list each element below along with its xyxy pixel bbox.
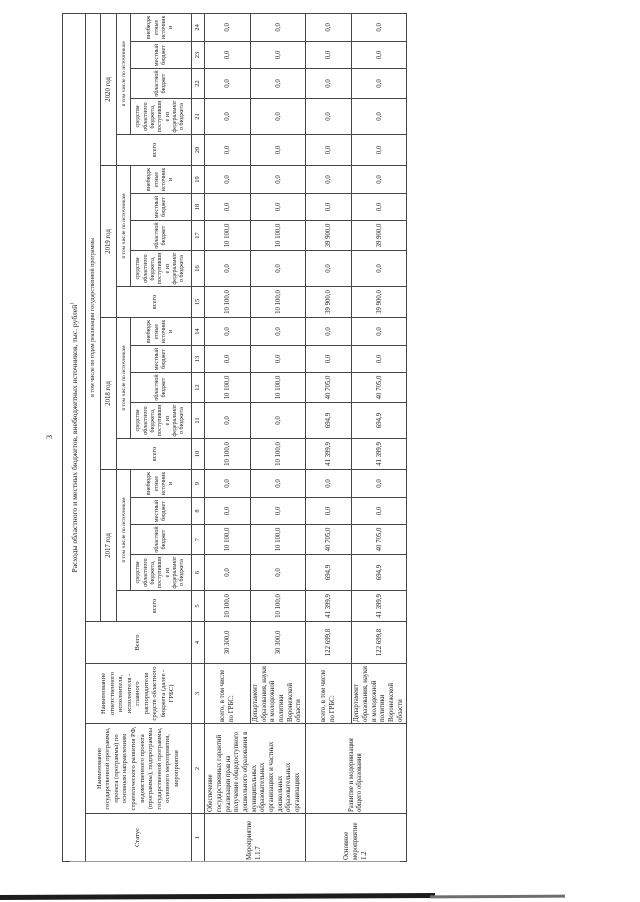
source-total-header: всего xyxy=(117,591,192,622)
value-cell: 41 399,9 xyxy=(352,439,407,470)
column-number: 1 xyxy=(192,814,205,862)
value-cell: 694,9 xyxy=(306,555,352,591)
value-cell: 10 100,0 xyxy=(251,591,306,622)
source-header: областной бюджет xyxy=(131,525,192,555)
value-cell: 10 100,0 xyxy=(205,287,251,318)
value-cell: 10 100,0 xyxy=(205,221,251,251)
grbs-cell: всего, в том числе по ГРБС: xyxy=(205,664,251,724)
value-cell: 0,0 xyxy=(251,555,306,591)
grbs-cell: Департамент образования, науки и молодежной политики Воронежской области xyxy=(352,664,407,724)
value-cell: 0,0 xyxy=(251,251,306,287)
program-cell: Развитие и модернизация общего образования xyxy=(306,724,407,814)
source-header: внебюджетные источники xyxy=(131,470,192,498)
value-cell: 0,0 xyxy=(352,42,407,69)
value-cell: 40 705,0 xyxy=(352,373,407,403)
source-header: областной бюджет xyxy=(131,69,192,99)
budget-expenses-table xyxy=(62,13,407,862)
source-header: средства областного бюджета, поступившие из федерального бюджета xyxy=(131,99,192,135)
column-number: 3 xyxy=(192,664,205,724)
value-cell: 10 100,0 xyxy=(251,373,306,403)
value-cell: 0,0 xyxy=(251,99,306,135)
value-cell: 0,0 xyxy=(352,194,407,221)
value-cell: 41 399,9 xyxy=(352,591,407,622)
year-header: 2019 год xyxy=(101,166,117,318)
value-cell: 0,0 xyxy=(352,99,407,135)
total-cell: 30 300,0 xyxy=(205,622,251,664)
value-cell: 39 900,0 xyxy=(306,221,352,251)
value-cell: 0,0 xyxy=(306,251,352,287)
column-header-total: Всего xyxy=(86,622,192,664)
column-number: 2 xyxy=(192,724,205,814)
year-header: 2017 год xyxy=(101,470,117,622)
column-number: 21 xyxy=(192,99,205,135)
value-cell: 0,0 xyxy=(205,498,251,525)
value-cell: 0,0 xyxy=(352,318,407,346)
sources-band-header: в том числе по источникам xyxy=(117,13,131,134)
column-header-grbs: Наименование ответственного исполнителя, исполнителя - главного распорядителя средств областного бюджета (далее - ГРБС) xyxy=(86,664,192,724)
value-cell: 0,0 xyxy=(205,318,251,346)
value-cell: 0,0 xyxy=(306,135,352,166)
total-cell: 122 699,8 xyxy=(306,622,352,664)
value-cell: 0,0 xyxy=(352,135,407,166)
source-header: областной бюджет xyxy=(131,373,192,403)
program-cell: Обеспечение государственных гарантий реализации прав на получение общедоступного дошкольного образования в муниципальных образовательных организациях и частных дошкольных образовательных организациях xyxy=(205,724,306,814)
source-header: областной бюджет xyxy=(131,221,192,251)
value-cell: 694,9 xyxy=(352,403,407,439)
value-cell: 0,0 xyxy=(251,13,306,41)
rotated-table-container xyxy=(40,12,490,862)
column-number: 9 xyxy=(192,470,205,498)
source-header: местный бюджет xyxy=(131,498,192,525)
value-cell: 0,0 xyxy=(306,194,352,221)
value-cell: 10 100,0 xyxy=(251,525,306,555)
value-cell: 0,0 xyxy=(205,99,251,135)
source-header: внебюджетные источники xyxy=(131,318,192,346)
value-cell: 0,0 xyxy=(205,251,251,287)
value-cell: 694,9 xyxy=(352,555,407,591)
column-header-program: Наименование государственной программы, проекта (программы) по основным направлениям стратегического развития РФ, ведомственного проекта (программы), подпрограммы государственной программы, основного мероприятия, мероприятия xyxy=(86,724,192,814)
value-cell: 40 705,0 xyxy=(306,525,352,555)
column-number: 7 xyxy=(192,525,205,555)
column-number: 13 xyxy=(192,346,205,373)
value-cell: 10 100,0 xyxy=(205,591,251,622)
value-cell: 10 100,0 xyxy=(205,439,251,470)
value-cell: 0,0 xyxy=(251,166,306,194)
value-cell: 0,0 xyxy=(251,42,306,69)
table-edge-shadow xyxy=(70,861,400,862)
value-cell: 10 100,0 xyxy=(205,525,251,555)
value-cell: 0,0 xyxy=(352,498,407,525)
value-cell: 41 399,9 xyxy=(306,439,352,470)
sources-band-header: в том числе по источникам xyxy=(117,166,131,287)
page-number: 3 xyxy=(44,434,54,440)
year-header: 2018 год xyxy=(101,318,117,470)
value-cell: 0,0 xyxy=(251,318,306,346)
scan-edge-artifact xyxy=(0,893,435,900)
column-number: 15 xyxy=(192,287,205,318)
column-number: 12 xyxy=(192,373,205,403)
value-cell: 0,0 xyxy=(205,42,251,69)
source-header: местный бюджет xyxy=(131,346,192,373)
year-header: 2020 год xyxy=(101,13,117,165)
source-total-header: всего xyxy=(117,287,192,318)
value-cell: 0,0 xyxy=(205,346,251,373)
grbs-cell: Департамент образования, науки и молодежной политики Воронежской области xyxy=(251,664,306,724)
sources-band-header: в том числе по источникам xyxy=(117,318,131,439)
column-number: 23 xyxy=(192,42,205,69)
value-cell: 0,0 xyxy=(352,166,407,194)
value-cell: 39 900,0 xyxy=(352,221,407,251)
value-cell: 10 100,0 xyxy=(251,221,306,251)
value-cell: 0,0 xyxy=(306,498,352,525)
value-cell: 0,0 xyxy=(352,346,407,373)
value-cell: 0,0 xyxy=(306,318,352,346)
source-header: средства областного бюджета, поступившие из федерального бюджета xyxy=(131,555,192,591)
table-title: Расходы областного и местных бюджетов, внебюджетных источников, тыс. рублей$^1$ xyxy=(63,13,86,861)
value-cell: 0,0 xyxy=(352,69,407,99)
status-cell: Мероприятие 1.1.7 xyxy=(205,814,306,862)
column-number: 22 xyxy=(192,69,205,99)
value-cell: 0,0 xyxy=(205,403,251,439)
total-cell: 122 699,8 xyxy=(352,622,407,664)
value-cell: 0,0 xyxy=(352,251,407,287)
value-cell: 0,0 xyxy=(205,194,251,221)
value-cell: 0,0 xyxy=(306,13,352,41)
scan-edge-artifact xyxy=(430,895,565,899)
value-cell: 0,0 xyxy=(251,346,306,373)
value-cell: 10 100,0 xyxy=(205,373,251,403)
source-header: внебюджетные источники xyxy=(131,166,192,194)
value-cell: 0,0 xyxy=(306,42,352,69)
value-cell: 0,0 xyxy=(205,166,251,194)
column-number: 6 xyxy=(192,555,205,591)
source-header: местный бюджет xyxy=(131,42,192,69)
grbs-cell: всего, в том числе по ГРБС: xyxy=(306,664,352,724)
column-number: 24 xyxy=(192,13,205,41)
value-cell: 0,0 xyxy=(306,69,352,99)
column-number: 14 xyxy=(192,318,205,346)
column-number: 8 xyxy=(192,498,205,525)
value-cell: 0,0 xyxy=(306,470,352,498)
column-number: 16 xyxy=(192,251,205,287)
value-cell: 0,0 xyxy=(251,69,306,99)
value-cell: 0,0 xyxy=(306,166,352,194)
source-total-header: всего xyxy=(117,439,192,470)
years-band-header: в том числе по годам реализации государственной программы xyxy=(86,13,101,621)
value-cell: 0,0 xyxy=(251,470,306,498)
status-cell: Основное мероприятие 1.2 xyxy=(306,814,407,862)
value-cell: 0,0 xyxy=(352,13,407,41)
value-cell: 0,0 xyxy=(251,135,306,166)
value-cell: 0,0 xyxy=(306,346,352,373)
value-cell: 0,0 xyxy=(251,194,306,221)
value-cell: 10 100,0 xyxy=(251,439,306,470)
column-number: 17 xyxy=(192,221,205,251)
column-number: 5 xyxy=(192,591,205,622)
total-cell: 30 300,0 xyxy=(251,622,306,664)
source-header: местный бюджет xyxy=(131,194,192,221)
value-cell: 0,0 xyxy=(251,498,306,525)
footnote-marker: 1 xyxy=(69,302,75,305)
column-number: 4 xyxy=(192,622,205,664)
value-cell: 0,0 xyxy=(306,99,352,135)
value-cell: 0,0 xyxy=(251,403,306,439)
value-cell: 0,0 xyxy=(205,135,251,166)
column-number: 18 xyxy=(192,194,205,221)
column-number: 11 xyxy=(192,403,205,439)
column-number: 10 xyxy=(192,439,205,470)
value-cell: 10 100,0 xyxy=(251,287,306,318)
value-cell: 0,0 xyxy=(352,470,407,498)
source-total-header: всего xyxy=(117,135,192,166)
source-header: внебюджетные источники xyxy=(131,13,192,41)
value-cell: 0,0 xyxy=(205,470,251,498)
value-cell: 40 705,0 xyxy=(352,525,407,555)
column-number: 20 xyxy=(192,135,205,166)
source-header: средства областного бюджета, поступившие из федерального бюджета xyxy=(131,403,192,439)
value-cell: 0,0 xyxy=(205,555,251,591)
value-cell: 41 399,9 xyxy=(306,591,352,622)
value-cell: 694,9 xyxy=(306,403,352,439)
column-header-status: Статус xyxy=(86,814,192,862)
value-cell: 39 900,0 xyxy=(352,287,407,318)
sources-band-header: в том числе по источникам xyxy=(117,470,131,591)
value-cell: 0,0 xyxy=(205,13,251,41)
source-header: средства областного бюджета, поступившие из федерального бюджета xyxy=(131,251,192,287)
value-cell: 40 705,0 xyxy=(306,373,352,403)
value-cell: 0,0 xyxy=(205,69,251,99)
column-number: 19 xyxy=(192,166,205,194)
value-cell: 39 900,0 xyxy=(306,287,352,318)
